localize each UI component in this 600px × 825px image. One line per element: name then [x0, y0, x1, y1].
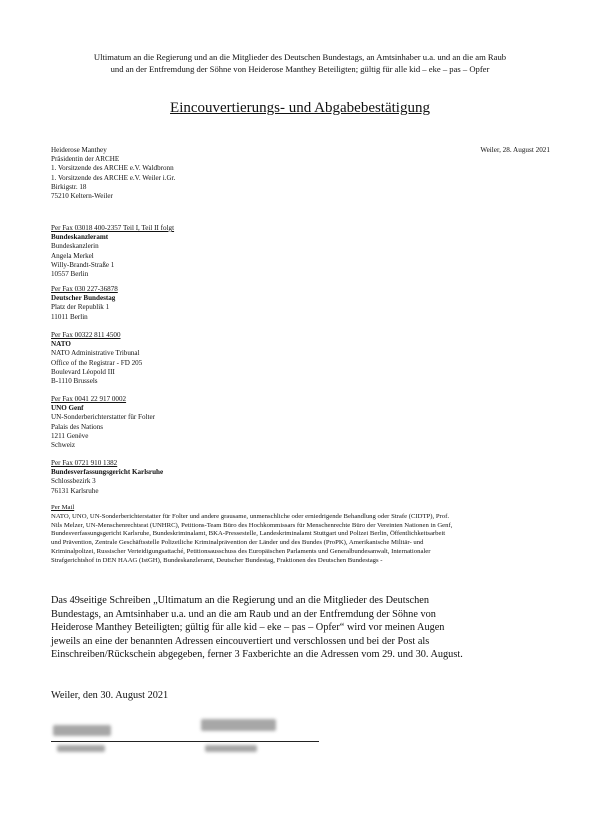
recipient-line: 76131 Karlsruhe [51, 486, 99, 495]
mail-line: und Prävention, Zentrale Geschäftsstelle Polizeiliche Kriminalprävention der Länder und des Bundes (ProPK), Amerikanische Militär- und [51, 539, 424, 547]
mail-line: Bundesverfassungsgericht Karlsruhe, Bundeskriminalamt, BKA-Pressestelle, Landeskriminalamt Stuttgart und Polizei Berlin, Öffentlichkeitsarbeit [51, 530, 446, 538]
recipient-line: 11011 Berlin [51, 312, 88, 321]
mail-via: Per Mail [51, 504, 75, 511]
recipient-bundestag [51, 285, 118, 322]
recipient-line: NATO Administrative Tribunal [51, 349, 140, 358]
paragraph-line: Heiderose Manthey Beteiligten; gültig für alle kid – eke – pas – Opfer“ wird vor meinen Augen [51, 622, 445, 633]
redacted-name-2 [205, 745, 257, 752]
recipient-via: Per Fax 03018 400-2357 Teil I, Teil II folgt [51, 224, 175, 232]
mail-line: Kriminalpolizei, Russischer Verteidigungsattaché, Petitionsausschuss des Europäischen Parlaments und Generalbundesanwalt, Internationaler [51, 547, 431, 555]
document-title: Eincouvertierungs- und Abgabebestätigung [170, 100, 430, 116]
mail-line: Strafgerichtshof in DEN HAAG (IstGH), Bundeskanzleramt, Deutscher Bundestag, Fraktionen des Deutschen Bundestags - [51, 556, 383, 564]
signature-area-redacted [51, 716, 321, 756]
recipient-via: Per Fax 0041 22 917 0002 [51, 395, 127, 403]
sender-line: Heiderose Manthey [51, 146, 107, 154]
recipient-line: Angela Merkel [51, 251, 94, 260]
paragraph-line: Das 49seitige Schreiben „Ultimatum an die Regierung und an die Mitglieder des Deutschen [51, 595, 430, 606]
recipient-nato [51, 331, 142, 386]
header-line-2: und an der Entfremdung der Söhne von Heiderose Manthey Beteiligten; gültig für alle kid – eke – pas – Opfer [110, 63, 490, 74]
recipient-name: NATO [51, 340, 71, 349]
signature-line [51, 741, 319, 742]
recipient-line: Schlossbezirk 3 [51, 477, 96, 486]
recipient-line: 1211 Genève [51, 431, 89, 440]
signature-place-date: Weiler, den 30. August 2021 [51, 690, 169, 701]
recipient-line: Office of the Registrar - FD 205 [51, 358, 143, 367]
document-header [50, 52, 550, 75]
recipient-line: Platz der Republik 1 [51, 303, 110, 312]
recipient-name: UNO Genf [51, 404, 84, 413]
recipient-name: Deutscher Bundestag [51, 294, 116, 303]
recipient-line: Palais des Nations [51, 422, 104, 431]
paragraph-line: Bundestags, an Amtsinhaber u.a. und an die am Raub und an der Entfremdung der Söhne von [51, 608, 436, 620]
recipient-line: Boulevard Léopold III [51, 367, 115, 376]
sender-line: Präsidentin der ARCHE [51, 155, 120, 164]
paragraph-line: Einschreiben/Rückschein abgegeben, ferner 3 Faxberichte an die Adressen vom 29. und 30. August. [51, 649, 463, 660]
mail-recipients [51, 504, 551, 566]
recipient-name: Bundesverfassungsgericht Karlsruhe [51, 468, 164, 477]
document-date: Weiler, 28. August 2021 [480, 146, 550, 154]
recipient-via: Per Fax 0721 910 1382 [51, 459, 118, 467]
recipient-uno-genf [51, 395, 155, 450]
recipient-line: 10557 Berlin [51, 270, 89, 279]
sender-line: Birkigstr. 18 [51, 182, 87, 191]
recipient-line: UN-Sonderberichterstatter für Folter [51, 413, 156, 422]
mail-line: Nils Melzer, UN-Menschenrechtsrat (UNHRC), Petitions-Team Büro des Hochkommissars für Menschenrechte Büro der Vereinten Nationen in Genf, [51, 521, 453, 529]
redacted-signature-2 [201, 719, 276, 731]
sender-line: 75210 Keltern-Weiler [51, 192, 113, 201]
recipient-line: B-1110 Brussels [51, 377, 98, 386]
redacted-name-1 [57, 745, 105, 752]
paragraph-line: jeweils an eine der benannten Adressen eincouvertiert und verschlossen und bei der Post als [51, 635, 430, 647]
sender-address [51, 146, 175, 201]
recipient-name: Bundeskanzleramt [51, 233, 109, 242]
redacted-signature-1 [53, 725, 111, 736]
recipient-bverfg [51, 459, 163, 496]
recipient-via: Per Fax 030 227-36878 [51, 285, 118, 293]
confirmation-paragraph [51, 594, 555, 662]
sender-line: 1. Vorsitzende des ARCHE e.V. Weiler i.Gr. [51, 173, 176, 182]
recipient-line: Bundeskanzlerin [51, 242, 99, 251]
recipient-via: Per Fax 00322 811 4500 [51, 331, 121, 339]
header-line-1: Ultimatum an die Regierung und an die Mitglieder des Deutschen Bundestags, an Amtsinhaber u.a. und an die am Raub [93, 52, 507, 62]
recipient-bundeskanzleramt [51, 224, 174, 279]
sender-line: 1. Vorsitzende des ARCHE e.V. Waldbronn [51, 164, 174, 173]
recipient-line: Willy-Brandt-Straße 1 [51, 260, 115, 269]
mail-line: NATO, UNO, UN-Sonderberichterstatter für Folter und andere grausame, unmenschliche oder erniedrigende Behandlung oder Strafe (CIDTP), Prof. [51, 512, 450, 520]
recipient-line: Schweiz [51, 441, 76, 450]
